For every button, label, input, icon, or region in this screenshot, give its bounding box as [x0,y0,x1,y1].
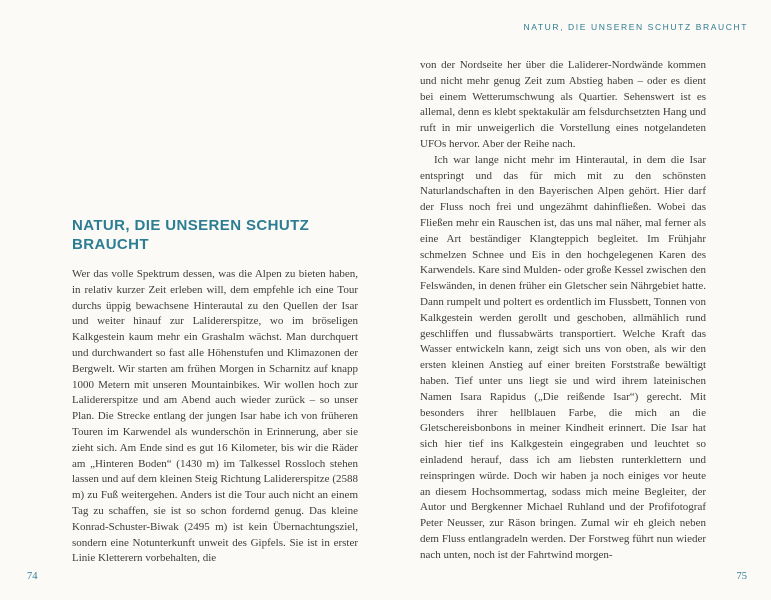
right-page-column [420,58,706,570]
left-page-column [72,216,358,572]
page-number-left: 74 [27,571,38,582]
left-page-body-text: Wer das volle Spektrum dessen, was die Alpen zu bieten haben, in relativ kurzer Zeit erleben will, dem empfehle ich eine Tour durchs üppig bewachsene Hinterautal zu den Quellen der Isar und weiter hinauf zur Lalidererspitze, wo im bröseligen Kalkgestein kaum mehr ein Grashalm wächst. Man durchquert und durchwandert so fast alle Höhenstufen und Klimazonen der Bergwelt. Wir starten am frühen Morgen in Scharnitz auf knapp 1000 Metern mit unseren Mountainbikes. Wir wollen hoch zur Lalidererspitze und am Abend auch wieder zurück – so unser Plan. Die Strecke entlang der jungen Isar habe ich von früheren Touren im Karwendel als wunderschön in Erinnerung, aber sie zieht sich. Am Ende sind es gut 16 Kilometer, bis wir die Räder am „Hinteren Boden“ (1430 m) im Talkessel Rossloch stehen lassen und auf dem kleinen Steig Richtung Lalidererspitze (2588 m) zu Fuß weitergehen. Anders ist die Tour auch nicht an einem Tag zu schaffen, sie ist so schon fordernd genug. Das kleine Konrad-Schuster-Biwak (2495 m) ist kein Übernachtungsziel, sondern eine Notunterkunft unweit des Gipfels. Sie ist in erster Linie Kletterern vorbehalten, die [72,268,358,565]
chapter-heading: NATUR, DIE UNSEREN SCHUTZ BRAUCHT [72,217,310,253]
right-page-paragraph-2: Ich war lange nicht mehr im Hinterautal, in dem die Isar entspringt und das für mich mit zu den schönsten Naturlandschaften in den Bayerischen Alpen gehört. Hier darf der Fluss noch frei und ungezähmt dahinfließen. Wobei das Fließen mehr ein Rauschen ist, das uns mal näher, mal ferner als eine Art beständiger Klangteppich begleitet. Im Frühjahr schmelzen Schnee und Eis in den hochgelegenen Karen des Karwendels. Kare sind Mulden- oder große Kessel zwischen den Felswänden, in denen früher ein Gletscher sein Nährgebiet hatte. Dann rumpelt und poltert es ordentlich im Flussbett, Tonnen von Kalkgestein werden gerollt und geschoben, allmählich rund geschliffen und flussabwärts transportiert. Welche Kraft das Wasser entwickeln kann, zeigt sich uns von oben, als wir den ersten kleinen Anstieg auf einer breiten Forststraße bewältigt haben. Tief unter uns liegt sie und wird ihrem lateinischen Namen Isara Rapidus („Die reißende Isar“) gerecht. Mit besonders ihrer hellblauen Farbe, die mich an die Gletschereisbonbons in meiner Kindheit erinnert. Die Isar hat sich hier tief ins Kalkgestein eingegraben und leuchtet so einladend herauf, dass ich am liebsten runterklettern und reinspringen würde. Doch wir haben ja noch einiges vor heute an diesem Hochsommertag, sodass mich meine Begleiter, der Autor und Bergkenner Michael Ruhland und der Profifotograf Peter Neusser, zur Räson bringen. Zumal wir eh gleich neben dem Fluss entlangradeln werden. Der Forstweg führt nun wieder nach unten, noch ist der Fahrtwind morgen- [420,153,706,561]
page-number-right: 75 [736,571,747,582]
right-page-paragraph-1: von der Nordseite her über die Laliderer-Nordwände kommen und nicht mehr genug Zeit zum Abstieg haben – oder es dient bei einem Wetterumschwung als Quartier. Sehenswert ist es allemal, denn es klebt spektakulär am felsdurchsetzten Hang und ruft in mir unweigerlich die Vorstellung eines notgelandeten UFOs hervor. Aber der Reihe nach. [420,59,706,150]
running-header: NATUR, DIE UNSEREN SCHUTZ BRAUCHT [523,22,748,32]
